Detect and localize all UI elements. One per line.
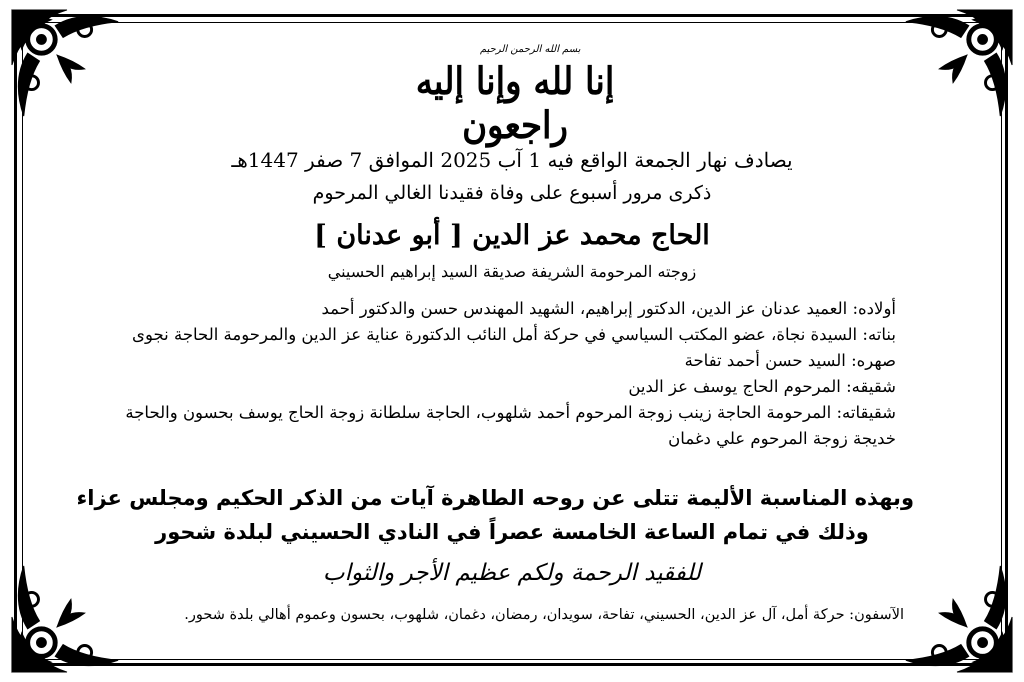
wife-line: زوجته المرحومة الشريفة صديقة السيد إبراهيم الحسيني [327, 262, 697, 281]
memorial-line: ذكرى مرور أسبوع على وفاة فقيدنا الغالي المرحوم [312, 182, 712, 204]
mourners-line: الآسفون: حركة أمل، آل عز الدين، الحسيني، تفاحة، سويدان، رمضان، دغمان، شلهوب، بحسون وعموم أهالي بلدة شحور. [184, 607, 904, 623]
family-daughters: بناته: السيدة نجاة، عضو المكتب السياسي في حركة أمل النائب الدكتورة عناية عز الدين والمرحومة الحاجة نجوى [132, 325, 896, 344]
family-son-in-law: صهره: السيد حسن أحمد تفاحة [684, 351, 896, 370]
family-sisters-continued: خديجة زوجة المرحوم علي دغمان [668, 429, 896, 448]
deceased-name: الحاج محمد عز الدين [ أبو عدنان ] [314, 220, 710, 251]
family-brother: شقيقه: المرحوم الحاج يوسف عز الدين [628, 377, 896, 396]
date-line: يصادف نهار الجمعة الواقع فيه 1 آب 2025 الموافق 7 صفر 1447هـ [231, 148, 793, 172]
occasion-line-1: وبهذه المناسبة الأليمة تتلى عن روحه الطاهرة آيات من الذكر الحكيم ومجلس عزاء [76, 486, 914, 510]
obituary-content [76, 0, 914, 682]
verse-calligraphy: إنا لله وإنا إليه راجعون [415, 60, 615, 148]
family-list [110, 296, 914, 452]
calligraphy-header [400, 42, 630, 148]
family-sons: أولاده: العميد عدنان عز الدين، الدكتور إبراهيم، الشهيد المهندس حسن والدكتور أحمد [321, 299, 896, 318]
family-sisters: شقيقاته: المرحومة الحاجة زينب زوجة المرحوم أحمد شلهوب، الحاجة سلطانة زوجة الحاج يوسف بحسون والحاجة [125, 403, 896, 422]
ornamental-corner-icon [898, 558, 1016, 676]
ornamental-corner-icon [8, 6, 126, 124]
ornamental-corner-icon [898, 6, 1016, 124]
ornamental-corner-icon [8, 558, 126, 676]
basmala-text: بسم الله الرحمن الرحيم [480, 44, 581, 55]
prayer-line: للفقيد الرحمة ولكم عظيم الأجر والثواب [322, 560, 702, 586]
occasion-line-2: وذلك في تمام الساعة الخامسة عصراً في النادي الحسيني لبلدة شحور [155, 520, 869, 544]
